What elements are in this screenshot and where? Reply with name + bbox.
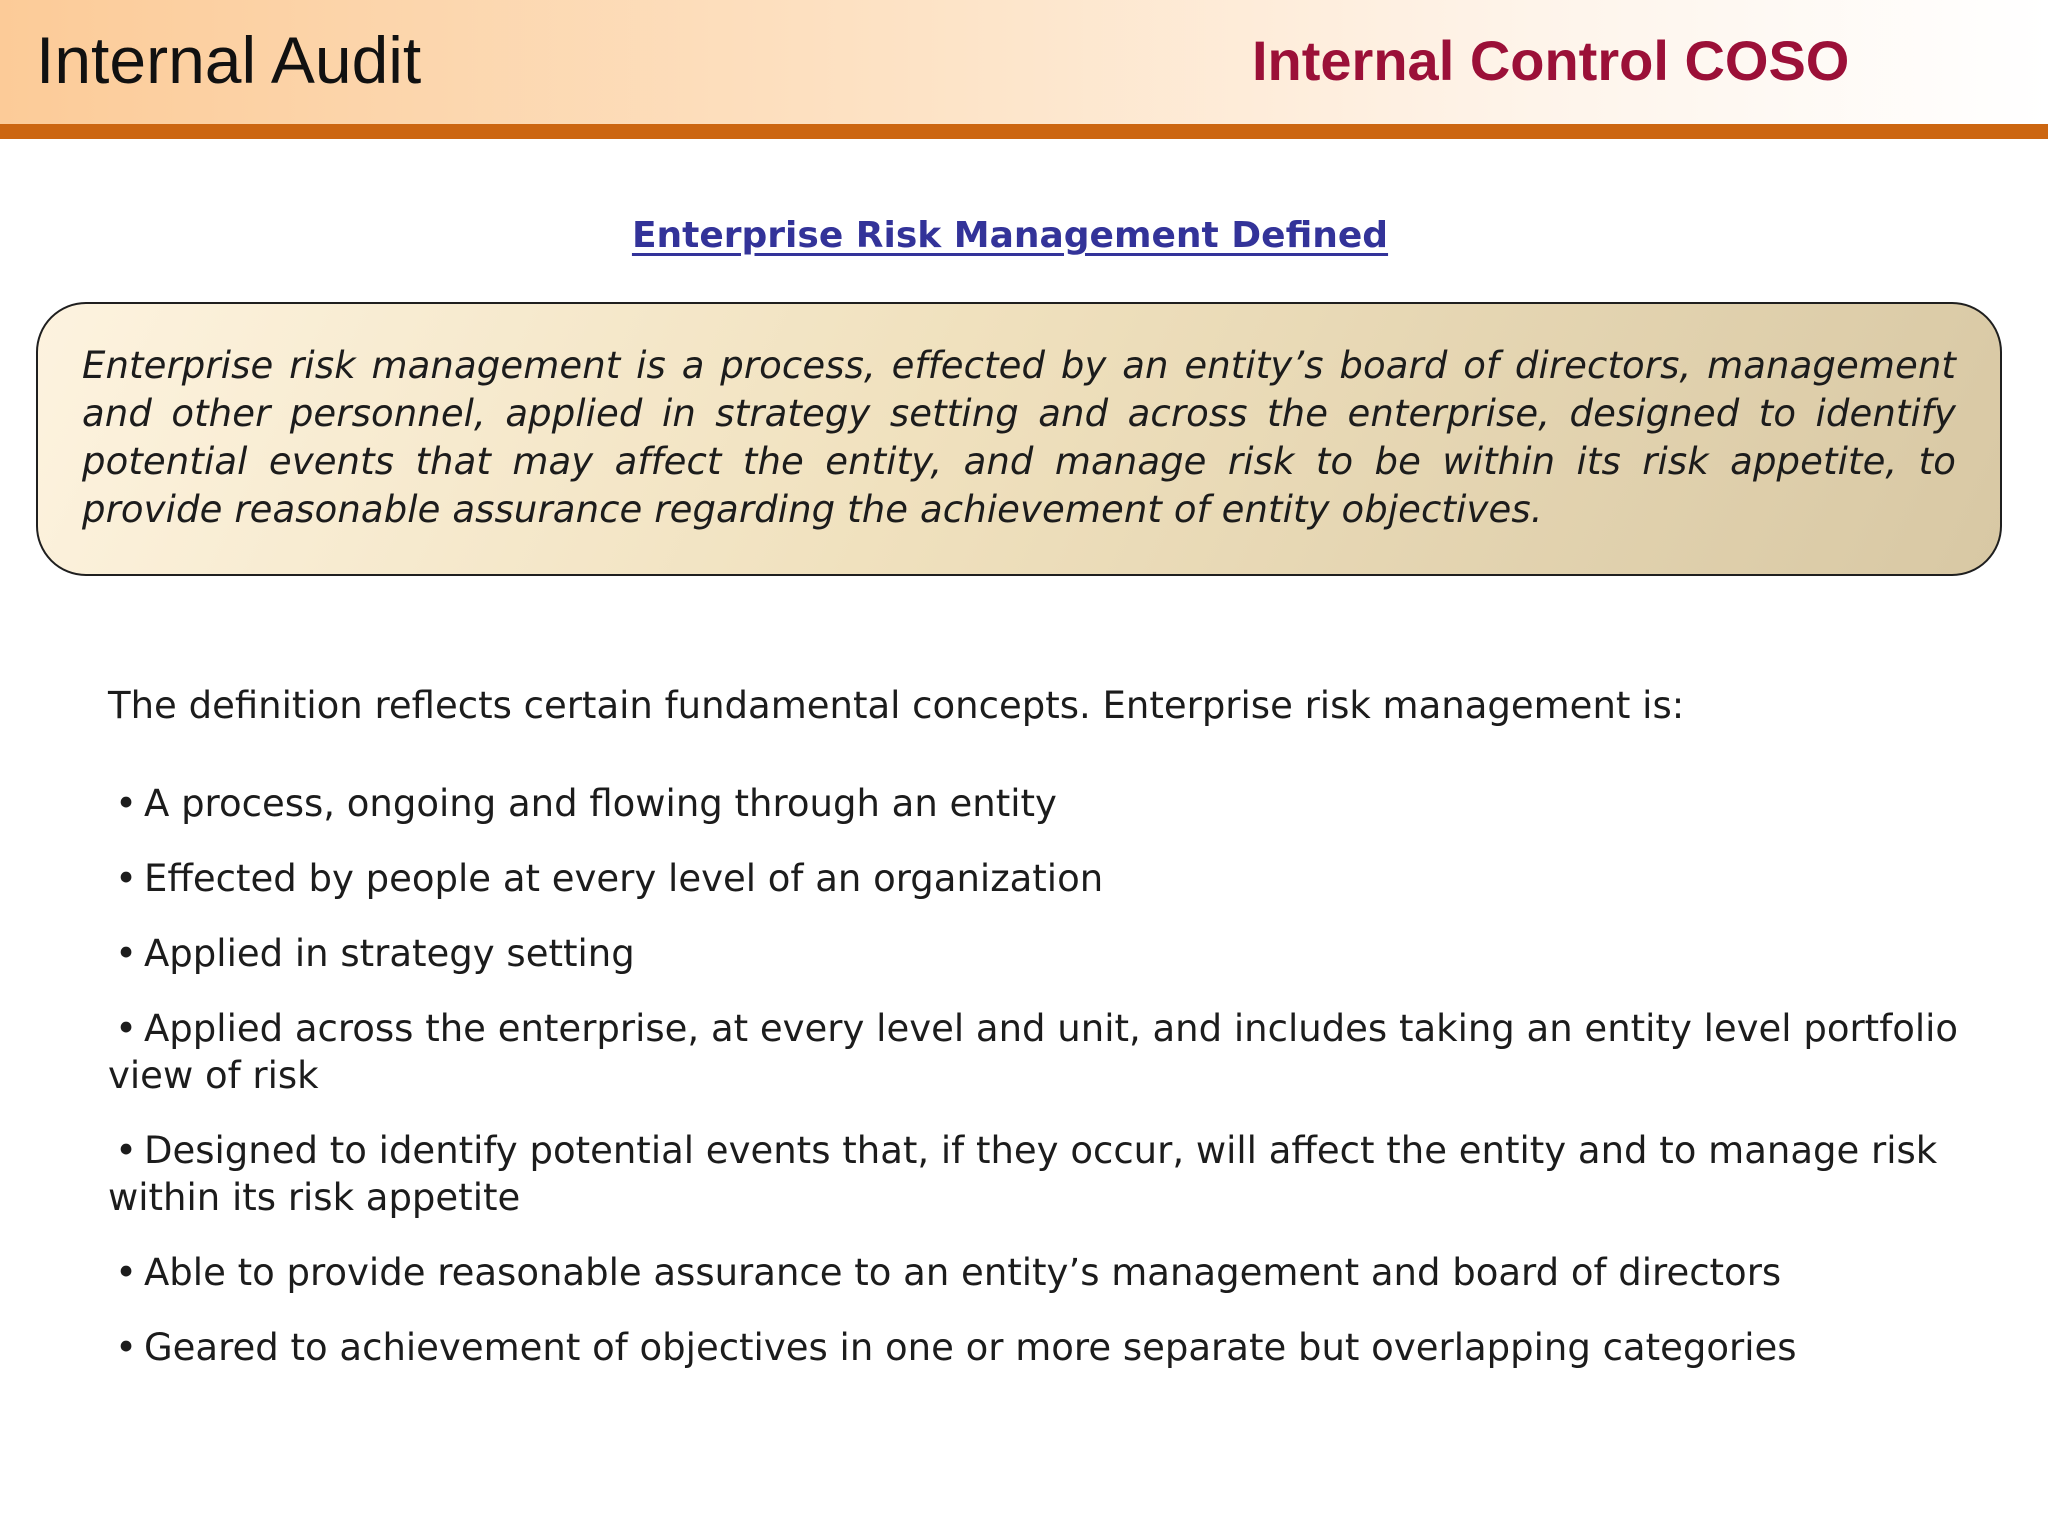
bullet-icon: • bbox=[115, 782, 137, 825]
list-item bbox=[108, 1249, 1968, 1296]
list-item-text: Applied in strategy setting bbox=[144, 932, 635, 975]
section-heading: Enterprise Risk Management Defined bbox=[631, 215, 1389, 256]
bullet-icon: • bbox=[115, 932, 137, 975]
list-item bbox=[108, 855, 1968, 902]
intro-text: The definition reflects certain fundamental concepts. Enterprise risk management is: bbox=[108, 684, 1685, 727]
list-item bbox=[108, 930, 1968, 977]
definition-box bbox=[36, 302, 2002, 576]
list-item-text: A process, ongoing and flowing through an entity bbox=[144, 782, 1057, 825]
list-item bbox=[108, 1324, 1968, 1371]
bullet-icon: • bbox=[115, 1251, 137, 1294]
header-title-internal-audit: Internal Audit bbox=[36, 23, 422, 97]
slide-header bbox=[0, 0, 2048, 124]
header-title-internal-control: Internal Control COSO bbox=[1252, 29, 1850, 92]
list-item-text: Effected by people at every level of an organization bbox=[144, 857, 1104, 900]
list-item bbox=[108, 780, 1968, 827]
list-item-text: Applied across the enterprise, at every level and unit, and includes taking an entity level portfolio view of risk bbox=[108, 1007, 1959, 1097]
header-divider bbox=[0, 124, 2048, 139]
bullet-icon: • bbox=[115, 1129, 137, 1172]
list-item-text: Geared to achievement of objectives in one or more separate but overlapping categories bbox=[144, 1326, 1797, 1369]
list-item bbox=[108, 1005, 1968, 1099]
list-item-text: Designed to identify potential events that, if they occur, will affect the entity and to manage risk within its risk appetite bbox=[108, 1129, 1938, 1219]
bullet-icon: • bbox=[115, 857, 137, 900]
concept-list bbox=[108, 780, 1968, 1399]
list-item bbox=[108, 1127, 1968, 1221]
definition-text: Enterprise risk management is a process, effected by an entity’s board of directors, management and other personnel, applied in strategy setting and across the enterprise, designed to identify potential events that may affect the entity, and manage risk to be within its risk appetite, to provide reasonable assurance regarding the achievement of entity objectives. bbox=[82, 344, 1956, 531]
list-item-text: Able to provide reasonable assurance to an entity’s management and board of directors bbox=[144, 1251, 1782, 1294]
bullet-icon: • bbox=[115, 1326, 137, 1369]
bullet-icon: • bbox=[115, 1007, 137, 1050]
